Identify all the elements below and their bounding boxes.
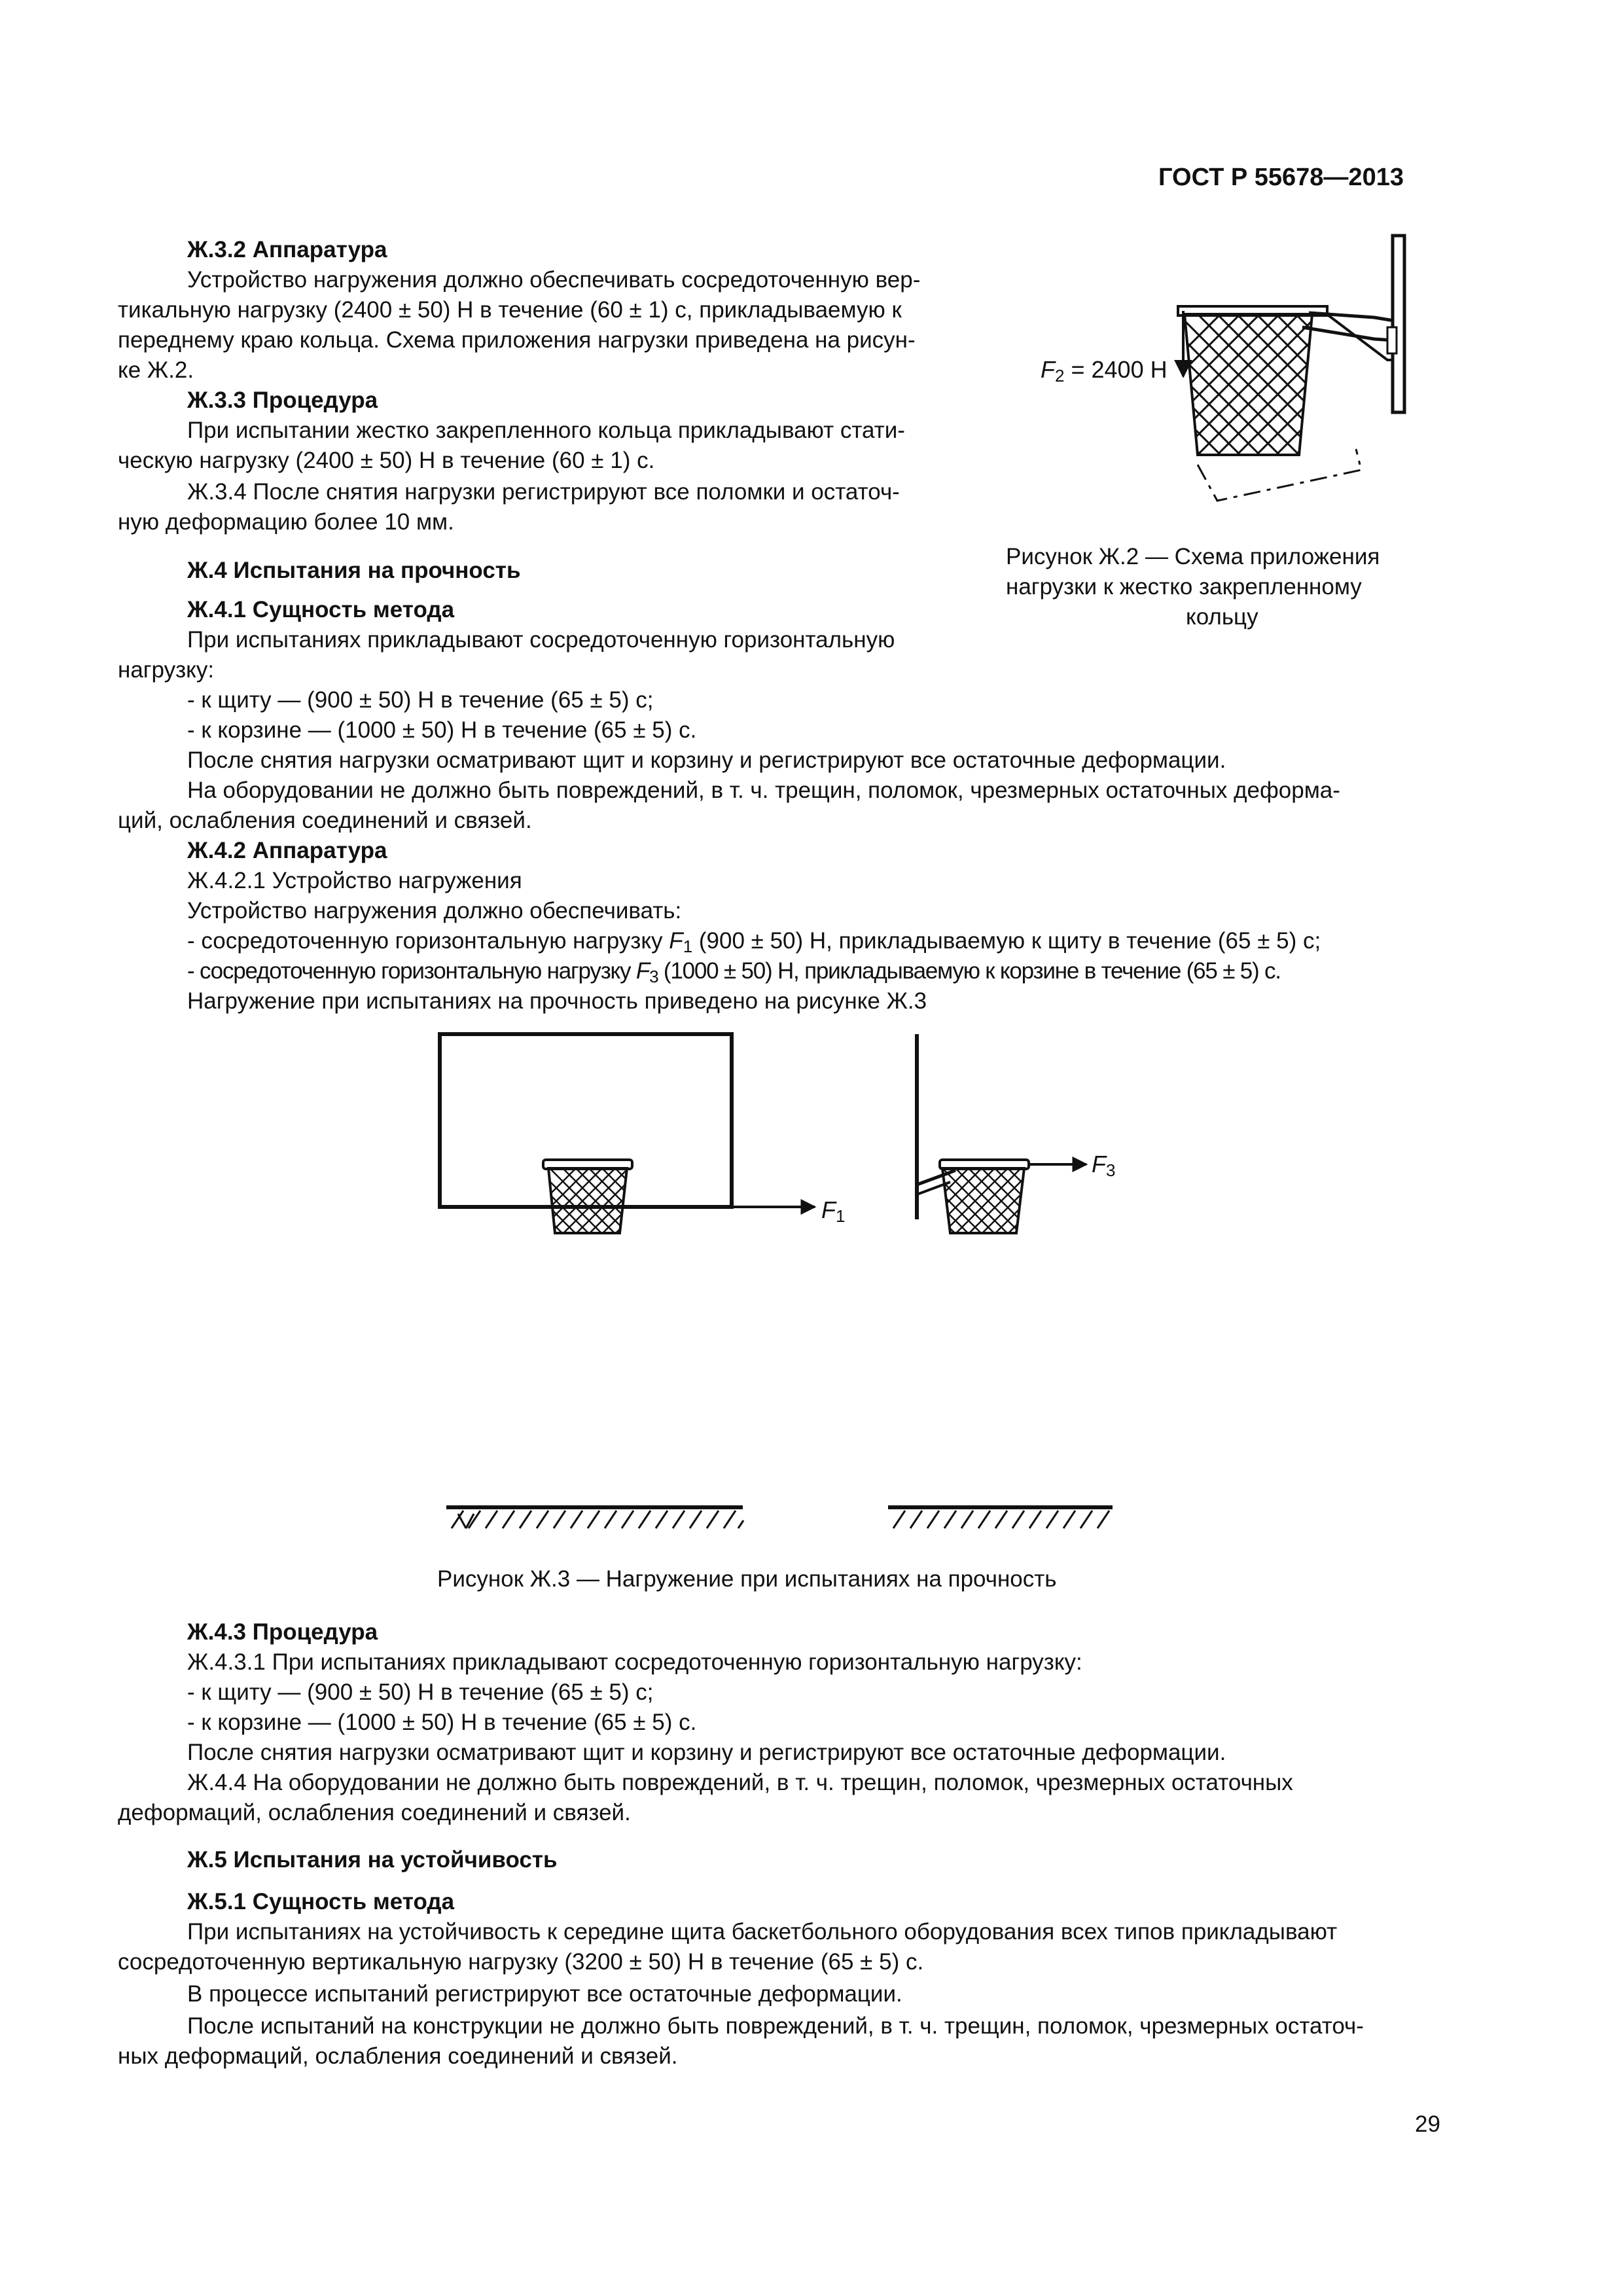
paragraph-line: Устройство нагружения должно обеспечивать:: [187, 898, 682, 924]
ground-left: [446, 1507, 743, 1528]
section-heading: Ж.5.1 Сущность метода: [187, 1889, 455, 1914]
paragraph-line: ную деформацию более 10 мм.: [118, 509, 454, 535]
paragraph-line: Ж.4.3.1 При испытаниях прикладывают сосредоточенную горизонтальную нагрузку:: [187, 1649, 1082, 1675]
list-item: - сосредоточенную горизонтальную нагрузку $F_3$ (1000 ± 50) Н, прикладываемую к корзине в течение (65 ± 5) с.: [187, 958, 1281, 986]
figure-caption: кольцу: [1186, 604, 1258, 630]
paragraph-line: После испытаний на конструкции не должно быть повреждений, в т. ч. трещин, поломок, чрезмерных остаточ-: [187, 2013, 1364, 2039]
figure-strength-test-diagram: [432, 1021, 1152, 1545]
force-label-f2: $F_2 = 2400$ Н: [1041, 356, 1168, 386]
section-heading: Ж.3.3 Процедура: [187, 387, 378, 413]
figure-caption: нагрузки к жестко закрепленному: [1006, 574, 1362, 600]
backboard-side: [1393, 236, 1404, 412]
section-heading: Ж.5 Испытания на устойчивость: [187, 1847, 558, 1873]
section-heading: Ж.3.2 Аппаратура: [187, 237, 387, 262]
paragraph-line: При испытании жестко закрепленного кольца прикладывают стати-: [187, 418, 905, 443]
list-item: - сосредоточенную горизонтальную нагрузку $F_1$ (900 ± 50) Н, прикладываемую к щиту в течение (65 ± 5) с;: [187, 928, 1321, 956]
standard-number: ГОСТ Р 55678—2013: [1158, 164, 1404, 191]
force-label-f1: $F_1$: [821, 1196, 846, 1226]
page-number: 29: [1415, 2111, 1440, 2137]
list-item: - к корзине — (1000 ± 50) Н в течение (65 ± 5) с.: [187, 1710, 697, 1735]
paragraph-line: При испытаниях прикладывают сосредоточенную горизонтальную: [187, 627, 895, 653]
paragraph-line: ных деформаций, ослабления соединений и связей.: [118, 2043, 678, 2069]
paragraph-line: нагрузку:: [118, 657, 215, 683]
list-item: - к щиту — (900 ± 50) Н в течение (65 ± 5) с;: [187, 687, 654, 713]
paragraph-line: переднему краю кольца. Схема приложения нагрузки приведена на рисун-: [118, 327, 916, 353]
figure-caption: Рисунок Ж.3 — Нагружение при испытаниях на прочность: [437, 1566, 1057, 1592]
section-heading: Ж.4.1 Сущность метода: [187, 597, 455, 622]
list-item: - к щиту — (900 ± 50) Н в течение (65 ± 5) с;: [187, 1679, 654, 1705]
paragraph-line: ке Ж.2.: [118, 357, 194, 383]
ground-right: [888, 1507, 1113, 1528]
paragraph-line: В процессе испытаний регистрируют все остаточные деформации.: [187, 1981, 902, 2007]
force-label-f3: $F_3$: [1092, 1151, 1116, 1180]
section-heading: Ж.4 Испытания на прочность: [187, 558, 521, 583]
paragraph-line: Ж.4.2.1 Устройство нагружения: [187, 868, 522, 893]
backboard-front: [440, 1034, 732, 1207]
paragraph-line: После снятия нагрузки осматривают щит и корзину и регистрируют все остаточные деформации.: [187, 1740, 1226, 1765]
paragraph-line: ческую нагрузку (2400 ± 50) Н в течение (60 ± 1) с.: [118, 448, 655, 473]
figure-caption: Рисунок Ж.2 — Схема приложения: [1006, 544, 1380, 569]
paragraph-line: Ж.4.4 На оборудовании не должно быть повреждений, в т. ч. трещин, поломок, чрезмерных остаточных: [187, 1770, 1293, 1795]
paragraph-line: сосредоточенную вертикальную нагрузку (3200 ± 50) Н в течение (65 ± 5) с.: [118, 1949, 924, 1975]
paragraph-line: деформаций, ослабления соединений и связей.: [118, 1800, 631, 1825]
section-heading: Ж.4.3 Процедура: [187, 1619, 378, 1645]
paragraph-line: тикальную нагрузку (2400 ± 50) Н в течение (60 ± 1) с, прикладываемую к: [118, 297, 902, 323]
paragraph-line: После снятия нагрузки осматривают щит и корзину и регистрируют все остаточные деформации.: [187, 747, 1226, 773]
paragraph-line: ций, ослабления соединений и связей.: [118, 808, 532, 833]
paragraph-line: Устройство нагружения должно обеспечивать сосредоточенную вер-: [187, 267, 921, 293]
section-heading: Ж.4.2 Аппаратура: [187, 838, 387, 863]
paragraph-line: Ж.3.4 После снятия нагрузки регистрируют все поломки и остаточ-: [187, 479, 900, 505]
list-item: - к корзине — (1000 ± 50) Н в течение (65 ± 5) с.: [187, 717, 697, 743]
paragraph-line: Нагружение при испытаниях на прочность приведено на рисунке Ж.3: [187, 988, 927, 1014]
paragraph-line: На оборудовании не должно быть повреждений, в т. ч. трещин, поломок, чрезмерных остаточных деформа-: [187, 778, 1340, 803]
paragraph-line: При испытаниях на устойчивость к середине щита баскетбольного оборудования всех типов прикладывают: [187, 1919, 1338, 1945]
